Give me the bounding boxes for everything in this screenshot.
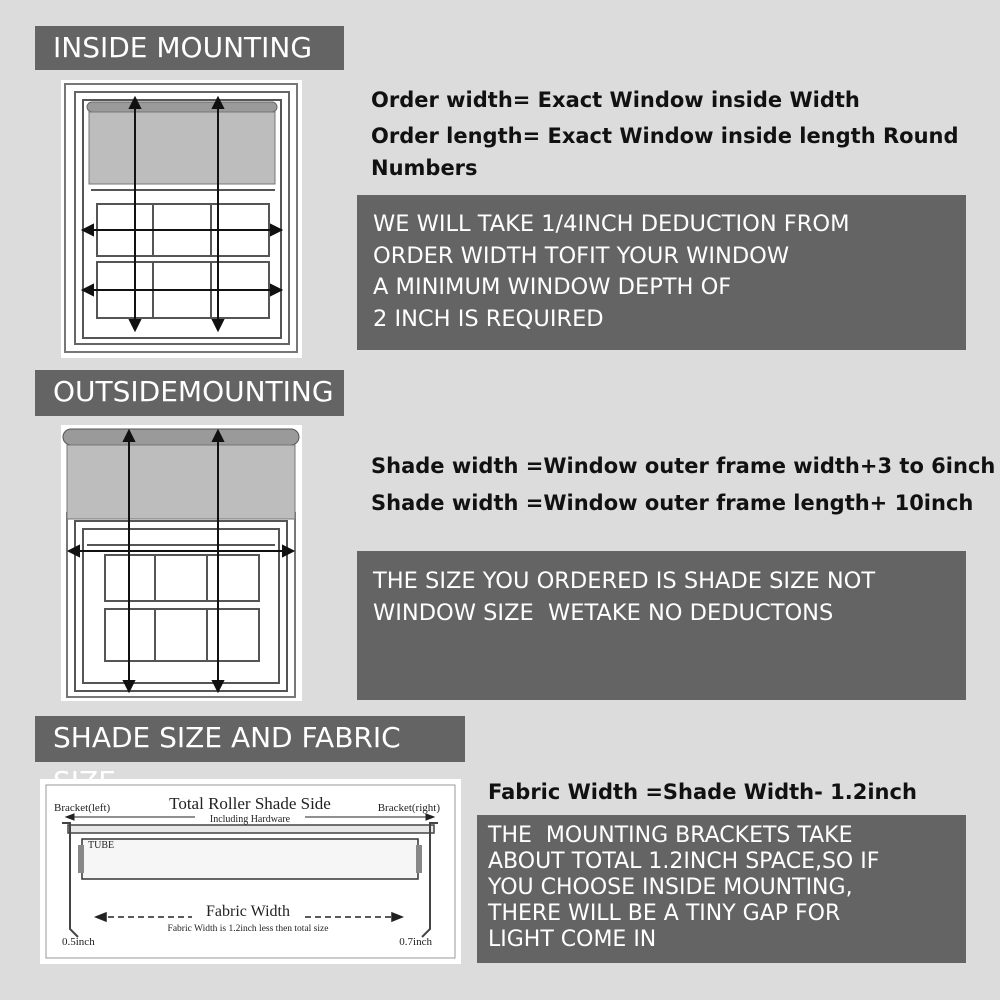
outside-mounting-heading-text: OUTSIDEMOUNTING: [53, 375, 334, 408]
right-gap-label: 0.7inch: [399, 936, 432, 948]
bracket-note-line-2: ABOUT TOTAL 1.2INCH SPACE,SO IF: [488, 849, 880, 874]
fabric-size-heading-text: SHADE SIZE AND FABRIC: [53, 721, 401, 754]
outside-shade-length-line: Shade width =Window outer frame length+ 10inch: [371, 491, 974, 515]
inside-note-line-2: ORDER WIDTH TOFIT YOUR WINDOW: [373, 242, 790, 269]
total-shade-side-title: Total Roller Shade Side: [169, 794, 331, 813]
inside-order-length-line: Order length= Exact Window inside length Round: [371, 124, 959, 148]
bracket-gap-note-box: [477, 815, 966, 963]
inside-note-line-4: 2 INCH IS REQUIRED: [373, 305, 604, 332]
roller-shade-bracket-illustration: [40, 779, 461, 964]
inside-note-line-1: WE WILL TAKE 1/4INCH DEDUCTION FROM: [373, 211, 850, 237]
fabric-size-heading: [35, 716, 465, 762]
roller-shade-bracket-diagram: [40, 779, 461, 964]
inside-mount-window-illustration: [61, 80, 302, 358]
inside-mount-window-diagram: [61, 80, 302, 358]
tube-label: TUBE: [88, 840, 115, 851]
outside-no-deduction-note-box: [357, 551, 966, 700]
fabric-width-formula-line: Fabric Width =Shade Width- 1.2inch: [488, 780, 917, 804]
outside-note-line-1: THE SIZE YOU ORDERED IS SHADE SIZE NOT: [373, 568, 876, 594]
bracket-note-line-1: THE MOUNTING BRACKETS TAKE: [488, 823, 853, 848]
bracket-right-label: Bracket(right): [377, 802, 440, 814]
inside-mounting-heading-text: INSIDE MOUNTING: [53, 31, 313, 64]
outside-mount-window-diagram: [61, 425, 302, 701]
bracket-note-line-4: THERE WILL BE A TINY GAP FOR: [488, 901, 841, 926]
inside-order-width-line: Order width= Exact Window inside Width: [371, 88, 860, 112]
outside-note-line-2: WINDOW SIZE WETAKE NO DEDUCTONS: [373, 599, 834, 626]
bracket-note-line-3: YOU CHOOSE INSIDE MOUNTING,: [488, 875, 853, 900]
outside-mounting-heading: [35, 370, 344, 416]
bracket-note-line-5: LIGHT COME IN: [488, 927, 657, 952]
inside-deduction-note-box: [357, 195, 966, 350]
inside-mounting-heading: [35, 26, 344, 70]
fabric-width-note: Fabric Width is 1.2inch less then total size: [167, 924, 329, 934]
inside-note-line-3: A MINIMUM WINDOW DEPTH OF: [373, 274, 732, 300]
left-gap-label: 0.5inch: [62, 936, 95, 948]
including-hardware-label: Including Hardware: [209, 814, 291, 825]
fabric-width-label: Fabric Width: [206, 903, 290, 920]
outside-shade-width-line: Shade width =Window outer frame width+3 to 6inch: [371, 454, 996, 478]
outside-mount-window-illustration: [61, 425, 302, 701]
bracket-left-label: Bracket(left): [54, 802, 111, 814]
inside-order-length-line-cont: Numbers: [371, 156, 478, 180]
